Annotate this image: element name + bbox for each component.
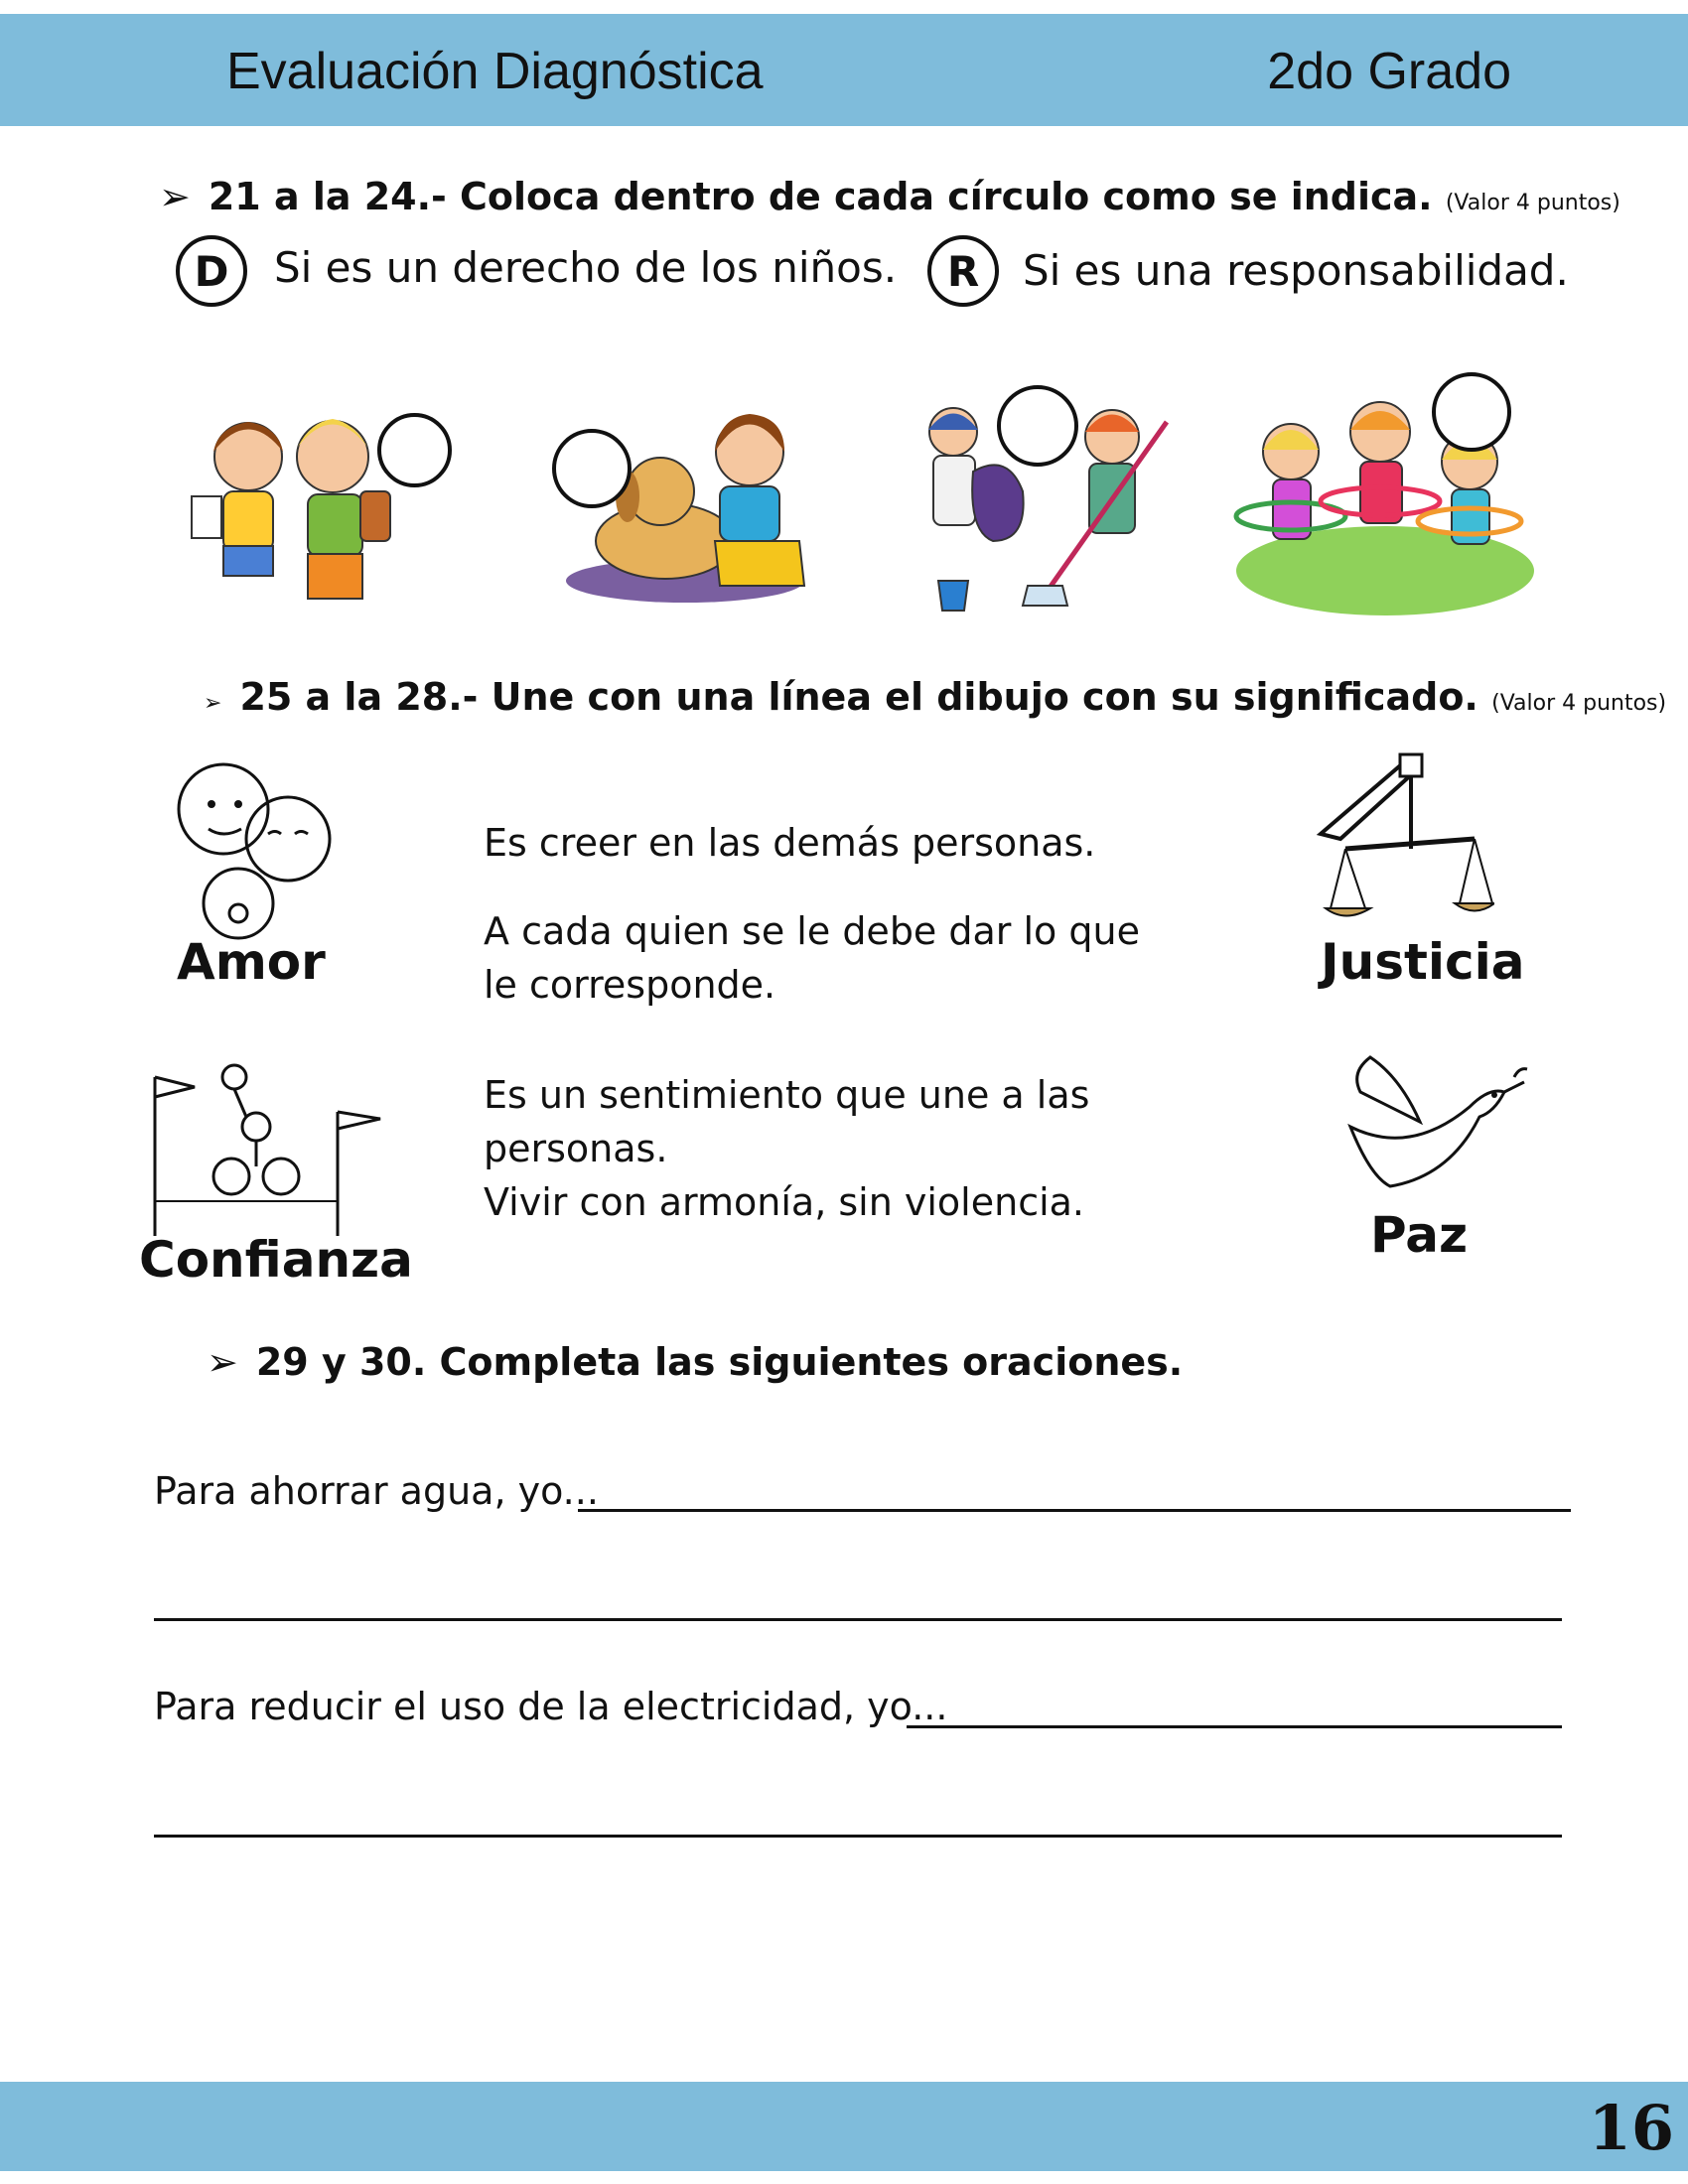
key-d-text: Si es un derecho de los niños. xyxy=(274,243,898,292)
question-25-28-heading: ➢ 25 a la 28.- Une con una línea el dibujo con su significado. (Valor 4 puntos) xyxy=(204,675,1667,719)
answer-circle-1[interactable] xyxy=(377,413,452,487)
answer-line-2[interactable] xyxy=(154,1618,1562,1621)
answer-circle-3[interactable] xyxy=(997,385,1078,467)
word-confianza: Confianza xyxy=(139,1231,413,1289)
grade-label: 2do Grado xyxy=(1267,43,1511,100)
family-faces-illustration xyxy=(164,754,343,943)
value-note: (Valor 4 puntos) xyxy=(1445,191,1620,215)
arrow-bullet-icon: ➢ xyxy=(159,175,191,218)
peace-dove-illustration xyxy=(1331,1037,1529,1196)
meaning-2: A cada quien se le debe dar lo que le corresponde. xyxy=(484,909,1140,1007)
value-note: (Valor 4 puntos) xyxy=(1491,691,1667,716)
page-title: Evaluación Diagnóstica xyxy=(226,43,764,100)
word-paz: Paz xyxy=(1370,1206,1469,1264)
footer-bar xyxy=(0,2082,1688,2171)
prompt-water: Para ahorrar agua, yo... xyxy=(154,1469,599,1513)
answer-line-4[interactable] xyxy=(154,1835,1562,1838)
children-school-illustration xyxy=(184,397,412,615)
question-29-30-heading: ➢ 29 y 30. Completa las siguientes oraciones. xyxy=(207,1340,1184,1384)
key-r-circle: R xyxy=(927,235,999,307)
arrow-bullet-icon: ➢ xyxy=(207,1340,238,1384)
question-21-24-heading: ➢ 21 a la 24.- Coloca dentro de cada círculo como se indica. (Valor 4 puntos) xyxy=(159,175,1620,218)
page-number: 16 xyxy=(1588,2092,1674,2164)
balancing-acrobats-illustration xyxy=(147,1057,395,1241)
meaning-1: Es creer en las demás personas. xyxy=(484,821,1096,865)
key-r-text: Si es una responsabilidad. xyxy=(1023,246,1569,295)
meaning-4: Vivir con armonía, sin violencia. xyxy=(484,1180,1085,1224)
answer-line-3[interactable] xyxy=(907,1725,1562,1728)
prompt-electricity: Para reducir el uso de la electricidad, yo... xyxy=(154,1685,948,1728)
word-justicia: Justicia xyxy=(1321,933,1525,991)
answer-circle-2[interactable] xyxy=(552,429,632,508)
answer-circle-4[interactable] xyxy=(1432,372,1511,452)
scales-of-justice-illustration xyxy=(1316,750,1494,933)
answer-line-1[interactable] xyxy=(578,1509,1571,1512)
arrow-bullet-icon: ➢ xyxy=(204,691,222,716)
word-amor: Amor xyxy=(177,933,326,991)
key-d-circle: D xyxy=(176,235,247,307)
meaning-3: Es un sentimiento que une a las personas. xyxy=(484,1073,1090,1170)
